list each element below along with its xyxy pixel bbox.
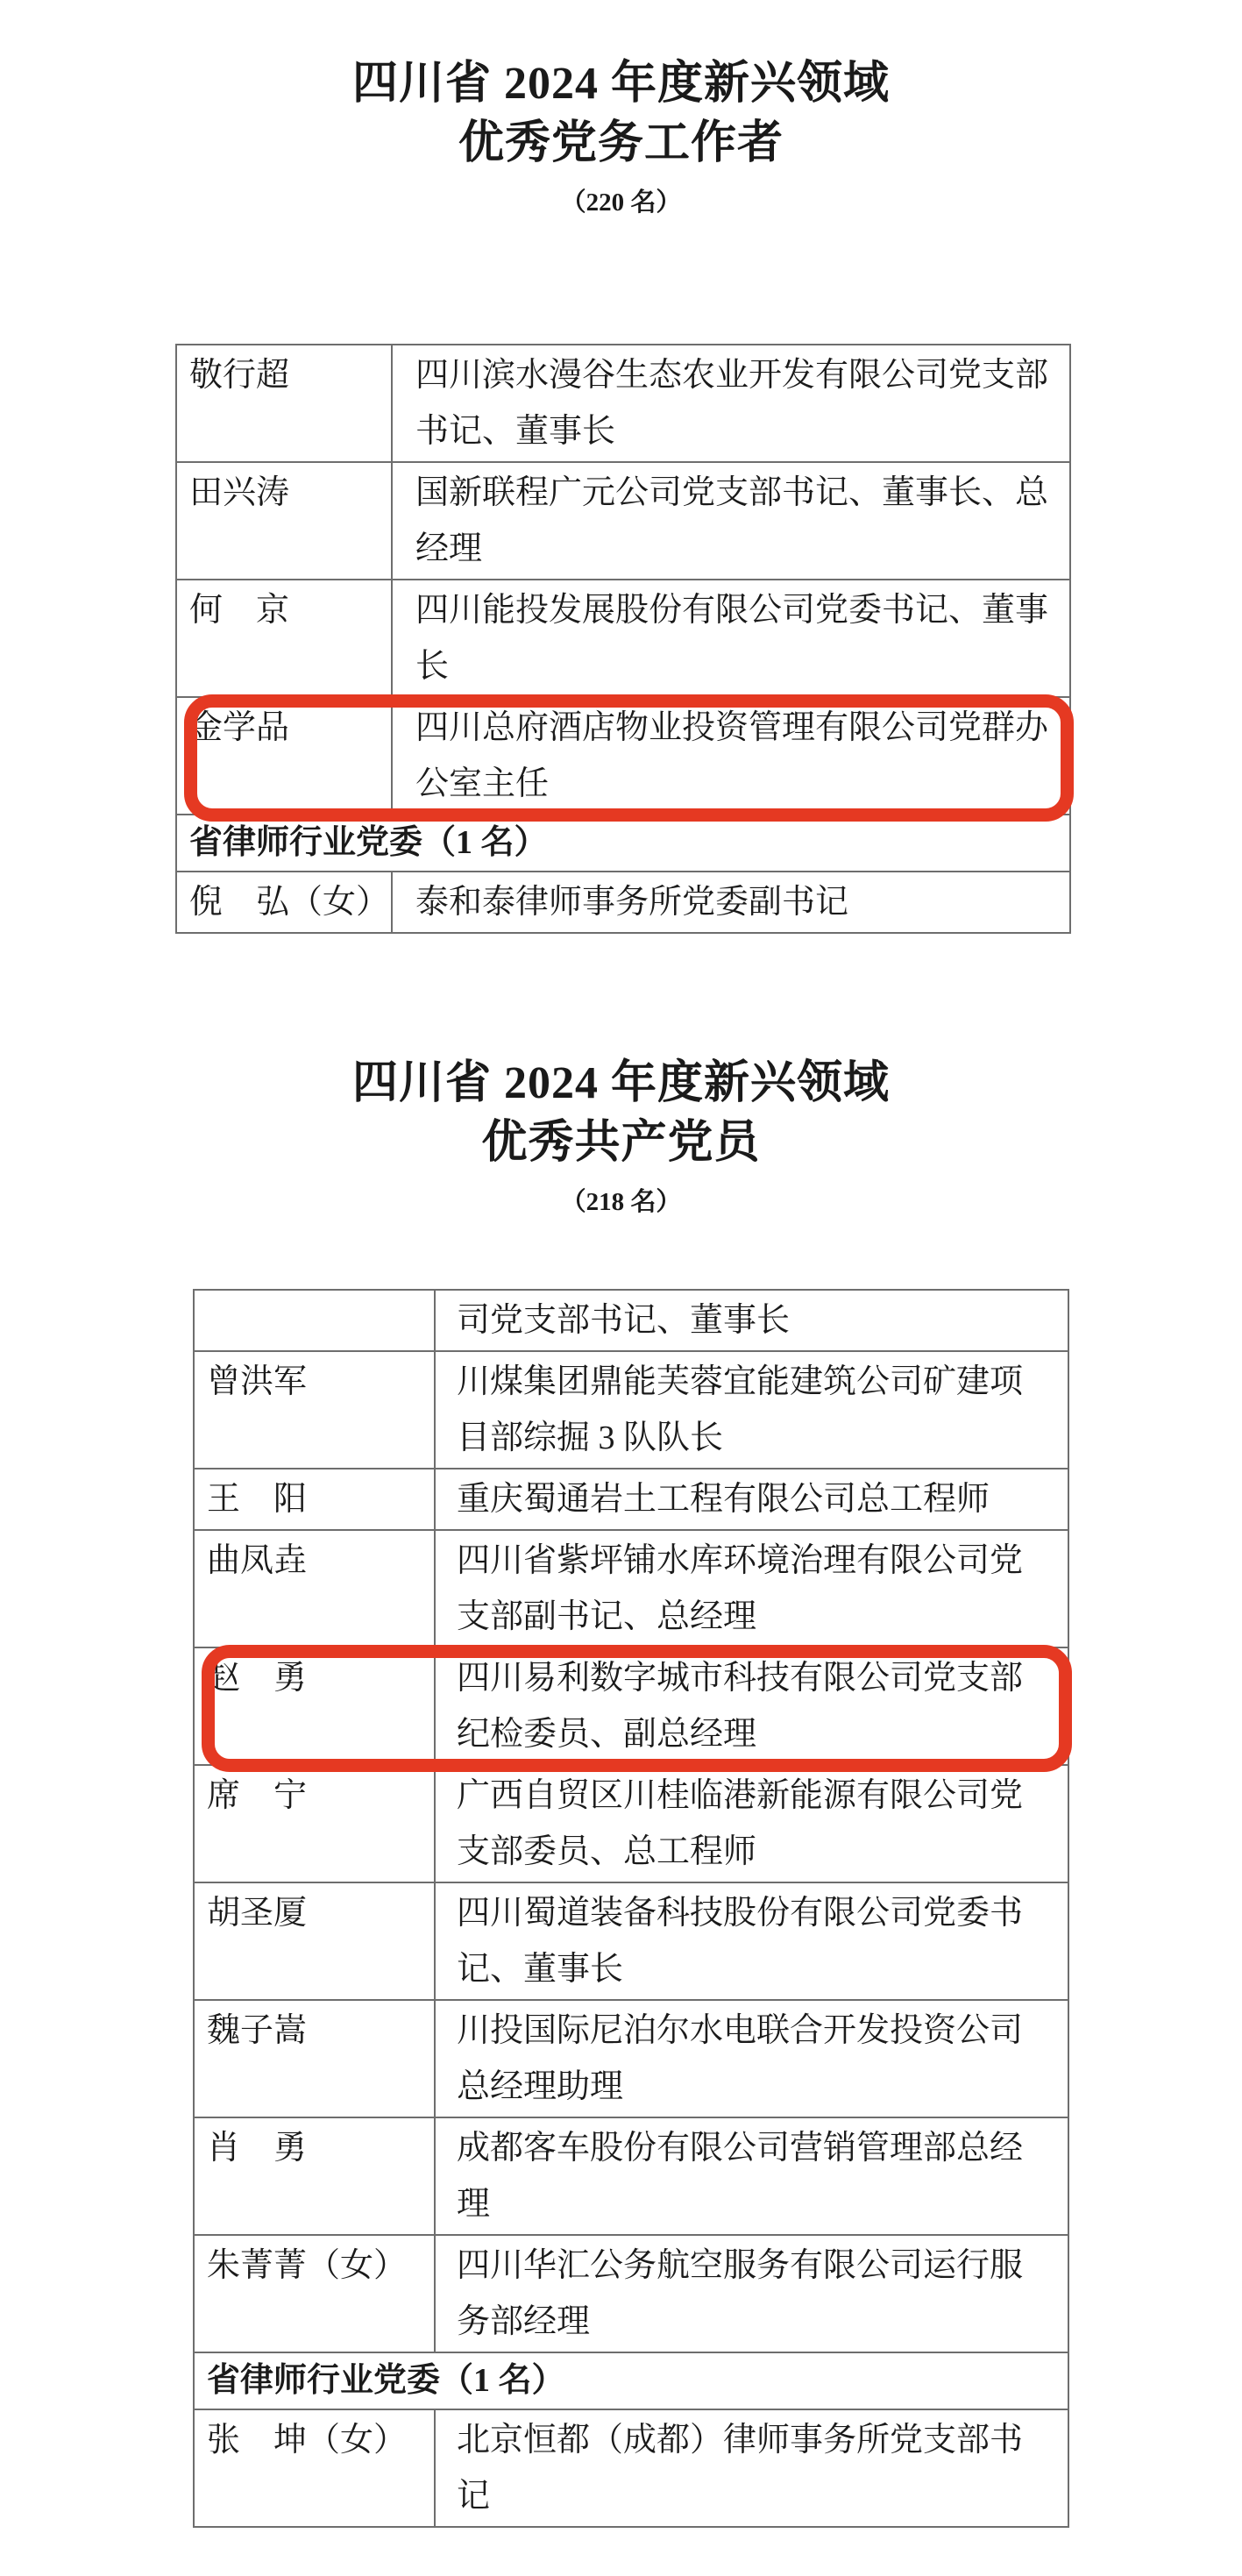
award-title-party-affairs-workers	[0, 54, 1242, 220]
table-row	[195, 2117, 1068, 2234]
awardee-name-cell: 曲凤垚	[195, 1531, 436, 1647]
table-row	[195, 2234, 1068, 2352]
table-row	[195, 1764, 1068, 1882]
awardee-position-cell: 泰和泰律师事务所党委副书记	[415, 884, 849, 921]
awardee-position-cell: 四川能投发展股份有限公司党委书记、董事长	[415, 592, 1049, 685]
table-row	[195, 1647, 1068, 1764]
awardee-name-cell: 魏子嵩	[195, 2001, 436, 2117]
awardee-name-cell: 赵 勇	[195, 1648, 436, 1764]
awardee-name-cell: 张 坤（女）	[195, 2410, 436, 2526]
section-header-label: 省律师行业党委（1 名）	[189, 824, 548, 861]
table-row	[177, 871, 1069, 932]
title-line-2: 优秀共产党员	[481, 1118, 761, 1168]
table-row	[177, 345, 1069, 461]
awardee-name-cell: 金学品	[177, 698, 393, 814]
table-row	[195, 1529, 1068, 1647]
awardee-name-cell: 朱菁菁（女）	[195, 2236, 436, 2352]
award-title-outstanding-party-members	[0, 1054, 1242, 1220]
table-row	[195, 1291, 1068, 1350]
awardee-name-cell: 倪 弘（女）	[177, 872, 393, 932]
awardee-position-cell: 四川总府酒店物业投资管理有限公司党群办公室主任	[415, 709, 1049, 802]
awardee-position-cell: 成都客车股份有限公司营销管理部总经理	[457, 2130, 1024, 2223]
awardee-position-cell: 重庆蜀通岩土工程有限公司总工程师	[457, 1481, 990, 1518]
awardee-position-cell: 广西自贸区川桂临港新能源有限公司党支部委员、总工程师	[457, 1777, 1024, 1870]
awardee-name-cell: 敬行超	[177, 345, 393, 461]
awardee-count: （218 名）	[560, 1188, 682, 1216]
awardee-name-cell: 田兴涛	[177, 463, 393, 579]
awardee-position-cell: 北京恒都（成都）律师事务所党支部书记	[457, 2422, 1024, 2515]
table-row	[195, 2409, 1068, 2526]
awardee-position-cell: 四川华汇公务航空服务有限公司运行服务部经理	[457, 2247, 1024, 2340]
section-header-row	[177, 814, 1069, 871]
awardee-name-cell: 王 阳	[195, 1469, 436, 1529]
table-row	[195, 1468, 1068, 1529]
awardee-count: （220 名）	[560, 189, 682, 217]
title-line-2: 优秀党务工作者	[458, 118, 784, 168]
awardee-name-cell	[195, 1291, 436, 1350]
table-row	[195, 1350, 1068, 1468]
table-row	[195, 1999, 1068, 2117]
awardee-name-cell: 肖 勇	[195, 2118, 436, 2234]
awardees-table-outstanding-party-members	[193, 1289, 1069, 2528]
awardee-position-cell: 川煤集团鼎能芙蓉宜能建筑公司矿建项目部综掘 3 队队长	[457, 1363, 1024, 1456]
awardee-name-cell: 席 宁	[195, 1766, 436, 1882]
awardee-position-cell: 川投国际尼泊尔水电联合开发投资公司总经理助理	[457, 2012, 1024, 2105]
section-header-row	[195, 2352, 1068, 2409]
table-row	[177, 461, 1069, 579]
awardee-position-cell: 四川滨水漫谷生态农业开发有限公司党支部书记、董事长	[415, 357, 1049, 450]
table-row	[177, 696, 1069, 814]
awardee-position-cell: 四川省紫坪铺水库环境治理有限公司党支部副书记、总经理	[457, 1542, 1024, 1635]
awardee-position-cell: 国新联程广元公司党支部书记、董事长、总经理	[415, 474, 1049, 567]
awardee-position-cell: 四川蜀道装备科技股份有限公司党委书记、董事长	[457, 1895, 1024, 1988]
title-line-1: 四川省 2024 年度新兴领域	[351, 59, 890, 109]
awardees-table-party-affairs-workers	[175, 344, 1071, 934]
table-row	[195, 1882, 1068, 1999]
title-line-1: 四川省 2024 年度新兴领域	[351, 1058, 890, 1108]
awardee-position-cell: 四川易利数字城市科技有限公司党支部纪检委员、副总经理	[457, 1660, 1024, 1753]
awardee-position-cell: 司党支部书记、董事长	[457, 1302, 791, 1339]
awardee-name-cell: 何 京	[177, 580, 393, 696]
table-row	[177, 579, 1069, 696]
section-header-label: 省律师行业党委（1 名）	[207, 2362, 565, 2399]
awardee-name-cell: 曾洪军	[195, 1352, 436, 1468]
awardee-name-cell: 胡圣厦	[195, 1883, 436, 1999]
